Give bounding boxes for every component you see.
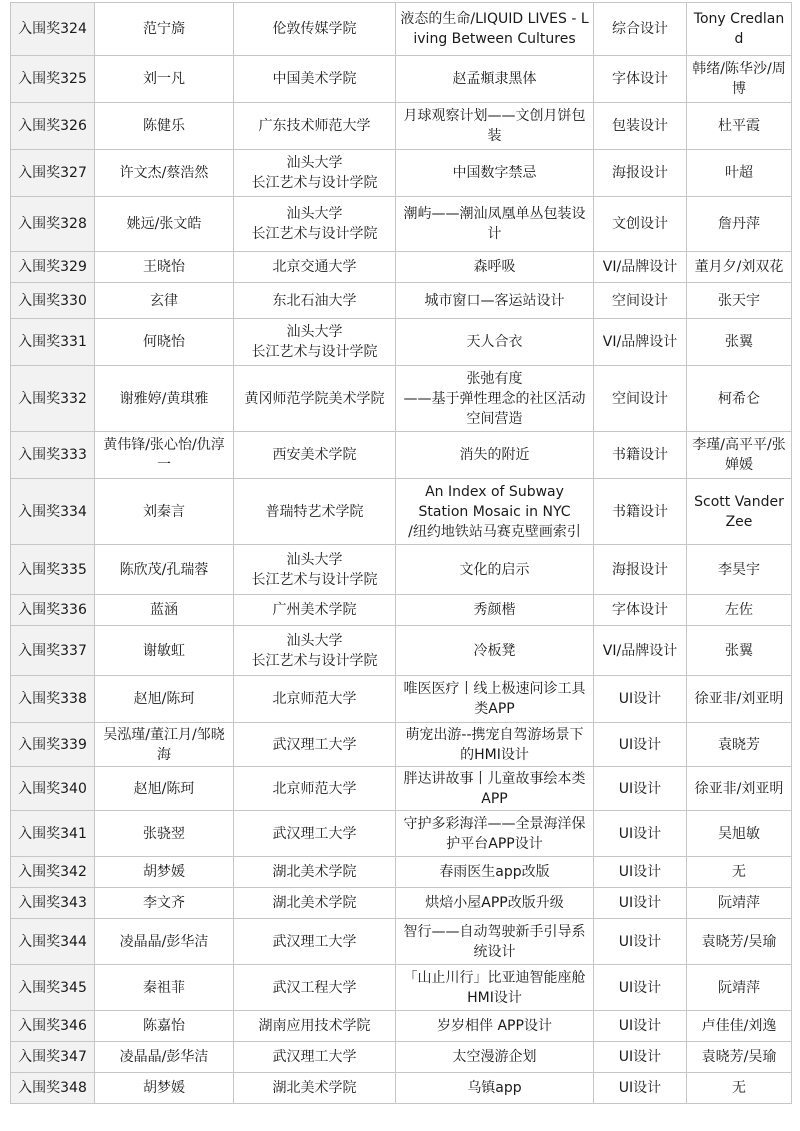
author-cell: 赵旭/陈珂	[95, 767, 234, 811]
school-cell: 湖北美术学院	[234, 857, 396, 888]
advisor-cell: 张翼	[687, 626, 792, 676]
category-cell: UI设计	[594, 723, 687, 767]
table-row	[11, 545, 792, 595]
category-cell: UI设计	[594, 811, 687, 857]
work-title-cell: 冷板凳	[396, 626, 594, 676]
work-title-cell	[396, 479, 594, 545]
award-cell: 入围奖336	[11, 595, 95, 626]
school-cell-line: 长江艺术与设计学院	[251, 344, 378, 360]
author-cell: 玄律	[95, 283, 234, 319]
category-cell: UI设计	[594, 1042, 687, 1073]
category-cell: VI/品牌设计	[594, 626, 687, 676]
advisor-cell: 袁晓芳/吴瑜	[687, 1042, 792, 1073]
category-cell: 文创设计	[594, 197, 687, 252]
award-cell: 入围奖348	[11, 1073, 95, 1104]
school-cell: 北京师范大学	[234, 767, 396, 811]
award-cell: 入围奖328	[11, 197, 95, 252]
award-cell: 入围奖326	[11, 103, 95, 150]
work-title-cell	[396, 366, 594, 432]
award-cell: 入围奖332	[11, 366, 95, 432]
award-cell: 入围奖339	[11, 723, 95, 767]
category-cell: 海报设计	[594, 150, 687, 197]
school-cell	[234, 626, 396, 676]
table-row	[11, 626, 792, 676]
advisor-cell: 袁晓芳/吴瑜	[687, 919, 792, 965]
advisor-cell: 左佐	[687, 595, 792, 626]
work-title-cell: 液态的生命/LIQUID LIVES - Living Between Cultures	[396, 3, 594, 56]
school-cell: 广州美术学院	[234, 595, 396, 626]
table-row	[11, 432, 792, 479]
table-row	[11, 1011, 792, 1042]
school-cell	[234, 197, 396, 252]
advisor-cell: Scott Vander Zee	[687, 479, 792, 545]
author-cell: 王晓怡	[95, 252, 234, 283]
school-cell-line: 汕头大学	[286, 632, 343, 649]
award-cell: 入围奖346	[11, 1011, 95, 1042]
author-cell: 何晓怡	[95, 319, 234, 366]
award-cell: 入围奖343	[11, 888, 95, 919]
table-row	[11, 252, 792, 283]
table-row	[11, 857, 792, 888]
advisor-cell: 叶超	[687, 150, 792, 197]
work-title-cell-line: ——基于弹性理念的社区活动	[403, 390, 586, 407]
school-cell-line: 汕头大学	[286, 206, 343, 222]
author-cell: 谢敏虹	[95, 626, 234, 676]
school-cell: 武汉理工大学	[234, 1042, 396, 1073]
category-cell: UI设计	[594, 919, 687, 965]
work-title-cell-line: /纽约地铁站马赛克壁画索引	[408, 523, 581, 540]
work-title-cell: 太空漫游企划	[396, 1042, 594, 1073]
work-title-cell: 天人合衣	[396, 319, 594, 366]
award-cell: 入围奖347	[11, 1042, 95, 1073]
award-cell: 入围奖331	[11, 319, 95, 366]
advisor-cell: 杜平霞	[687, 103, 792, 150]
award-cell: 入围奖335	[11, 545, 95, 595]
school-cell: 武汉理工大学	[234, 919, 396, 965]
category-cell: 字体设计	[594, 56, 687, 103]
work-title-cell-line: Station Mosaic in NYC	[418, 503, 571, 520]
author-cell: 范宁旖	[95, 3, 234, 56]
school-cell: 湖北美术学院	[234, 888, 396, 919]
work-title-cell: 岁岁相伴 APP设计	[396, 1011, 594, 1042]
author-cell: 凌晶晶/彭华洁	[95, 1042, 234, 1073]
award-cell: 入围奖342	[11, 857, 95, 888]
category-cell: UI设计	[594, 888, 687, 919]
work-title-cell: 智行——自动驾驶新手引导系统设计	[396, 919, 594, 965]
work-title-cell: 文化的启示	[396, 545, 594, 595]
author-cell: 黄伟锋/张心怡/仇淳一	[95, 432, 234, 479]
table-row	[11, 103, 792, 150]
table-row	[11, 965, 792, 1011]
advisor-cell: 韩绪/陈华沙/周博	[687, 56, 792, 103]
author-cell: 胡梦媛	[95, 857, 234, 888]
advisor-cell: 徐亚非/刘亚明	[687, 767, 792, 811]
table-row	[11, 888, 792, 919]
table-row	[11, 767, 792, 811]
award-cell: 入围奖334	[11, 479, 95, 545]
category-cell: UI设计	[594, 857, 687, 888]
author-cell: 胡梦媛	[95, 1073, 234, 1104]
advisor-cell: 无	[687, 857, 792, 888]
advisor-cell: Tony Credland	[687, 3, 792, 56]
award-cell: 入围奖324	[11, 3, 95, 56]
advisor-cell: 徐亚非/刘亚明	[687, 676, 792, 723]
table-row	[11, 1073, 792, 1104]
awards-table-body	[11, 3, 792, 1104]
school-cell-line: 汕头大学	[286, 155, 343, 171]
category-cell: UI设计	[594, 676, 687, 723]
advisor-cell: 阮靖萍	[687, 888, 792, 919]
category-cell: 书籍设计	[594, 479, 687, 545]
work-title-cell: 潮屿——潮汕凤凰单丛包装设计	[396, 197, 594, 252]
author-cell: 凌晶晶/彭华洁	[95, 919, 234, 965]
work-title-cell: 森呼吸	[396, 252, 594, 283]
award-cell: 入围奖330	[11, 283, 95, 319]
category-cell: VI/品牌设计	[594, 319, 687, 366]
author-cell: 赵旭/陈珂	[95, 676, 234, 723]
award-cell: 入围奖325	[11, 56, 95, 103]
work-title-cell: 秀颜楷	[396, 595, 594, 626]
school-cell: 武汉理工大学	[234, 723, 396, 767]
work-title-cell-line: 空间营造	[466, 410, 523, 427]
advisor-cell: 袁晓芳	[687, 723, 792, 767]
table-row	[11, 197, 792, 252]
work-title-cell: 城市窗口—客运站设计	[396, 283, 594, 319]
school-cell: 武汉工程大学	[234, 965, 396, 1011]
category-cell: 空间设计	[594, 366, 687, 432]
author-cell: 陈欣茂/孔瑞蓉	[95, 545, 234, 595]
award-cell: 入围奖344	[11, 919, 95, 965]
author-cell: 姚远/张文皓	[95, 197, 234, 252]
school-cell: 普瑞特艺术学院	[234, 479, 396, 545]
work-title-cell: 唯医医疗丨线上极速问诊工具类APP	[396, 676, 594, 723]
school-cell: 武汉理工大学	[234, 811, 396, 857]
school-cell: 东北石油大学	[234, 283, 396, 319]
author-cell: 许文杰/蔡浩然	[95, 150, 234, 197]
school-cell: 伦敦传媒学院	[234, 3, 396, 56]
table-row	[11, 479, 792, 545]
work-title-cell-line: An Index of Subway	[425, 483, 564, 500]
advisor-cell: 李昊宇	[687, 545, 792, 595]
author-cell: 陈嘉怡	[95, 1011, 234, 1042]
work-title-cell-line: 张弛有度	[466, 370, 523, 387]
school-cell-line: 长江艺术与设计学院	[251, 652, 378, 669]
award-cell: 入围奖341	[11, 811, 95, 857]
category-cell: UI设计	[594, 965, 687, 1011]
author-cell: 谢雅婷/黄琪雅	[95, 366, 234, 432]
table-row	[11, 919, 792, 965]
work-title-cell: 中国数字禁忌	[396, 150, 594, 197]
table-row	[11, 366, 792, 432]
school-cell-line: 长江艺术与设计学院	[251, 226, 378, 242]
category-cell: 空间设计	[594, 283, 687, 319]
table-row	[11, 283, 792, 319]
table-row	[11, 319, 792, 366]
advisor-cell: 阮靖萍	[687, 965, 792, 1011]
school-cell: 湖北美术学院	[234, 1073, 396, 1104]
advisor-cell: 张翼	[687, 319, 792, 366]
author-cell: 吴泓瑾/董江月/邹晓海	[95, 723, 234, 767]
school-cell-line: 长江艺术与设计学院	[251, 571, 378, 588]
author-cell: 秦祖菲	[95, 965, 234, 1011]
author-cell: 李文齐	[95, 888, 234, 919]
work-title-cell: 消失的附近	[396, 432, 594, 479]
school-cell-line: 汕头大学	[286, 324, 343, 340]
school-cell: 湖南应用技术学院	[234, 1011, 396, 1042]
category-cell: 字体设计	[594, 595, 687, 626]
work-title-cell: 乌镇app	[396, 1073, 594, 1104]
award-cell: 入围奖345	[11, 965, 95, 1011]
school-cell: 中国美术学院	[234, 56, 396, 103]
table-row	[11, 595, 792, 626]
table-row	[11, 676, 792, 723]
school-cell: 北京交通大学	[234, 252, 396, 283]
work-title-cell: 春雨医生app改版	[396, 857, 594, 888]
advisor-cell: 吴旭敏	[687, 811, 792, 857]
school-cell: 黄冈师范学院美术学院	[234, 366, 396, 432]
award-cell: 入围奖337	[11, 626, 95, 676]
school-cell: 广东技术师范大学	[234, 103, 396, 150]
advisor-cell: 无	[687, 1073, 792, 1104]
category-cell: UI设计	[594, 767, 687, 811]
table-row	[11, 150, 792, 197]
table-row	[11, 56, 792, 103]
school-cell	[234, 150, 396, 197]
work-title-cell: 烘焙小屋APP改版升级	[396, 888, 594, 919]
table-row	[11, 1042, 792, 1073]
advisor-cell: 柯希仑	[687, 366, 792, 432]
table-row	[11, 811, 792, 857]
category-cell: 海报设计	[594, 545, 687, 595]
work-title-cell: 胖达讲故事丨儿童故事绘本类APP	[396, 767, 594, 811]
award-cell: 入围奖327	[11, 150, 95, 197]
award-cell: 入围奖340	[11, 767, 95, 811]
school-cell: 西安美术学院	[234, 432, 396, 479]
author-cell: 蓝涵	[95, 595, 234, 626]
work-title-cell: 萌宠出游--携宠自驾游场景下的HMI设计	[396, 723, 594, 767]
school-cell-line: 汕头大学	[286, 551, 343, 568]
advisor-cell: 董月夕/刘双花	[687, 252, 792, 283]
award-cell: 入围奖333	[11, 432, 95, 479]
category-cell: 书籍设计	[594, 432, 687, 479]
advisor-cell: 张天宇	[687, 283, 792, 319]
advisor-cell: 李瑾/高平平/张婵媛	[687, 432, 792, 479]
author-cell: 刘秦言	[95, 479, 234, 545]
awards-table	[10, 2, 792, 1104]
table-row	[11, 723, 792, 767]
work-title-cell: 「山止川行」比亚迪智能座舱HMI设计	[396, 965, 594, 1011]
author-cell: 陈健乐	[95, 103, 234, 150]
advisor-cell: 卢佳佳/刘逸	[687, 1011, 792, 1042]
category-cell: 综合设计	[594, 3, 687, 56]
school-cell-line: 长江艺术与设计学院	[251, 175, 378, 191]
table-row	[11, 3, 792, 56]
school-cell: 北京师范大学	[234, 676, 396, 723]
category-cell: UI设计	[594, 1073, 687, 1104]
advisor-cell: 詹丹萍	[687, 197, 792, 252]
award-cell: 入围奖329	[11, 252, 95, 283]
work-title-cell: 守护多彩海洋——全景海洋保护平台APP设计	[396, 811, 594, 857]
school-cell	[234, 319, 396, 366]
work-title-cell: 赵孟頫隶黑体	[396, 56, 594, 103]
award-cell: 入围奖338	[11, 676, 95, 723]
category-cell: VI/品牌设计	[594, 252, 687, 283]
category-cell: 包装设计	[594, 103, 687, 150]
author-cell: 刘一凡	[95, 56, 234, 103]
category-cell: UI设计	[594, 1011, 687, 1042]
author-cell: 张骁翌	[95, 811, 234, 857]
work-title-cell: 月球观察计划——文创月饼包装	[396, 103, 594, 150]
school-cell	[234, 545, 396, 595]
